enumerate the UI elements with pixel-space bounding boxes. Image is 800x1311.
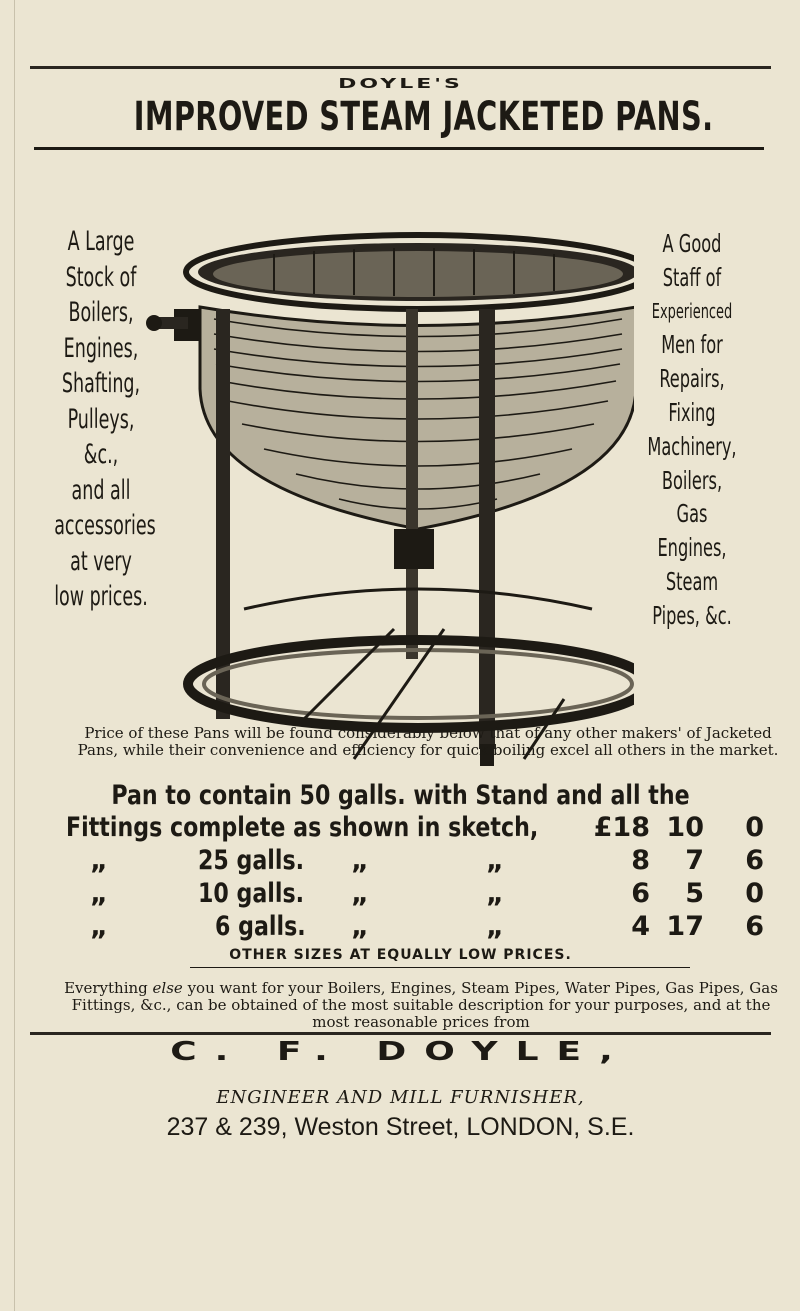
right-column-line: Machinery, [647,431,737,461]
price-row [30,911,771,945]
right-column-line: Pipes, &c. [652,600,732,630]
price-row [30,812,771,846]
headline: IMPROVED STEAM JACKETED PANS. [133,94,714,140]
left-column-line: &c., [83,439,119,470]
price-shillings: 5 [685,878,704,909]
price-pence: 6 [745,911,764,942]
left-column-line: Shafting, [61,368,141,399]
price-description: Fittings complete as shown in sketch, [66,812,539,843]
ditto-mark: „ [351,911,369,942]
left-column-line: low prices. [54,581,148,612]
price-row [30,878,771,912]
section-divider [190,967,690,968]
right-column-line: Staff of [662,262,722,292]
right-column-line: Repairs, [659,364,725,394]
price-heading: Pan to contain 50 galls. with Stand and all the [111,780,690,811]
ditto-mark: „ [90,878,108,909]
right-column-line: Men for [661,330,723,360]
right-column-line: Steam [665,566,719,596]
price-pence: 0 [745,878,764,909]
right-column [622,227,762,633]
closing-text-rest: you want for your Boilers, Engines, Steam Pipes, Water Pipes, Gas Pipes, Gas Fittings, &c., can be obtained of the most suitable description for your purposes, and at the most reasonable prices from [71,979,778,1031]
right-column-line: Gas [676,499,708,529]
left-column-line: Engines, [63,332,139,364]
ditto-mark: „ [486,878,504,909]
right-column-line: Engines, [657,533,727,563]
left-column-line: Pulleys, [67,403,135,435]
left-column-line: Stock of [65,261,137,293]
left-column-line: A Large [67,226,135,257]
closing-text-start: Everything [64,979,148,997]
steam-jacketed-pan-illustration [144,159,634,774]
advertisement [30,66,779,1141]
firm-address: 237 & 239, Weston Street, LONDON, S.E. [166,1113,635,1141]
ditto-mark: „ [90,845,108,876]
firm-name: C. F. DOYLE, [170,1037,631,1067]
left-column-line: and all [71,474,131,506]
price-pence: 0 [745,812,764,843]
ditto-mark: „ [351,878,369,909]
other-sizes-note: OTHER SIZES AT EQUALLY LOW PRICES. [229,947,572,963]
ditto-mark: „ [90,911,108,942]
price-shillings: 17 [666,911,704,942]
ditto-mark: „ [486,911,504,942]
left-column-line: Boilers, [68,297,134,328]
price-pence: 6 [745,845,764,876]
firm-trade: ENGINEER AND MILL FURNISHER, [216,1087,585,1108]
ditto-mark: „ [351,845,369,876]
price-row [30,845,771,879]
right-column-line: A Good [662,229,722,258]
left-column-line: accessories [54,510,156,541]
price-pounds: 4 [631,911,650,942]
price-pounds: 8 [631,845,650,876]
right-column-line: Fixing [668,397,716,427]
intro-paragraph: Price of these Pans will be found considerably below that of any other makers' of Jacketed Pans, while their convenience and efficiency for quick boiling excel all others in the market. [77,724,779,759]
brand-name: DOYLE'S [338,76,463,92]
page-edge [14,0,15,1311]
price-shillings: 10 [666,812,704,843]
ditto-mark: „ [486,845,504,876]
price-description: 25 galls. [198,845,305,876]
price-description: 10 galls. [198,878,305,909]
headline-underline [34,147,764,150]
right-column-line: Boilers, [661,465,723,495]
price-description: 6 galls. [215,911,306,942]
right-column-line: Experienced [651,298,733,323]
price-pounds: 6 [631,878,650,909]
price-pounds: £18 [593,812,650,843]
price-shillings: 7 [685,845,704,876]
left-column-line: at very [70,545,132,577]
closing-emphasis: else [152,979,183,997]
closing-paragraph [56,980,786,1031]
